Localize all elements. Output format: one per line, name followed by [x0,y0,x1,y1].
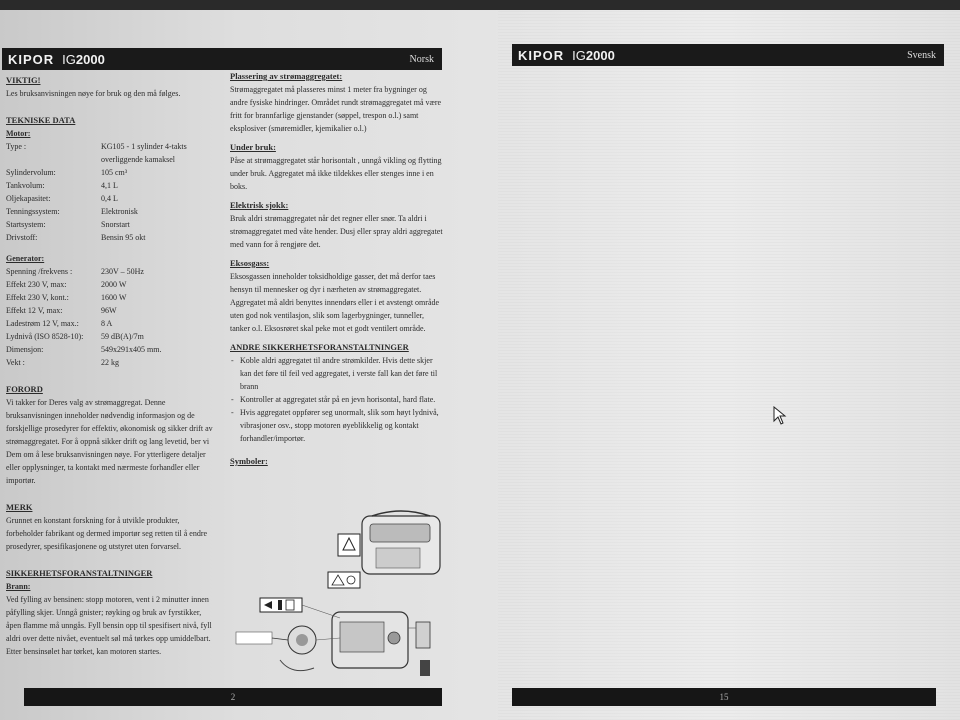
spec-row [6,304,216,317]
spec-value: 105 cm³ [101,168,128,177]
mouse-cursor-icon [773,406,787,426]
spec-key: Startsystem: [6,220,46,229]
spec-row [6,265,216,278]
left-page [0,10,470,720]
motor-heading: Motor: [6,129,31,138]
spec-key: Tankvolum: [6,181,45,190]
spec-key: Effekt 230 V, kont.: [6,293,69,302]
spec-row [6,179,216,192]
spec-row [6,218,216,231]
warning-symbols [328,534,360,588]
right-column [230,70,445,468]
andre-heading: ANDRE SIKKERHETSFORANSTALTNINGER [230,342,409,352]
spec-key: Sylindervolum: [6,168,56,177]
plassering-heading: Plassering av strømaggregatet: [230,71,343,81]
generator-illustration-top [362,511,440,574]
spec-value: 1600 W [101,293,127,302]
spec-value: 2000 W [101,280,127,289]
sikkerhet-heading: SIKKERHETSFORANSTALTNINGER [6,568,153,578]
language-label: Norsk [409,53,434,65]
spec-key: Dimensjon: [6,345,44,354]
right-footer-bar [512,688,936,706]
under-bruk-heading: Under bruk: [230,142,276,152]
brann-heading: Brann: [6,582,31,591]
spec-key: Vekt : [6,358,25,367]
spec-value: 549x291x405 mm. [101,345,162,354]
spec-value: Snorstart [101,220,130,229]
brann-text: Ved fylling av bensinen: stopp motoren, vent i 2 minutter innen påfylling skjer. Unngå gnister; røyking og bruk av fyrstikker, åpen flamme må unngås. Fyll bensin opp til spesifisert nivå, fyll aldri over dette nivået, eventuelt søl må tørkes opp umiddelbart. Etter bensinsølet har tørket, kan motoren startes. [6,595,212,656]
left-header-bar [2,48,442,70]
spec-key: Type : [6,142,27,151]
brand-logo: KIPOR [8,51,55,67]
spec-key: Tenningssystem: [6,207,60,216]
spec-value: 22 kg [101,358,119,367]
page-number: 15 [719,692,729,702]
under-bruk-text: Påse at strømaggregatet står horisontalt , unngå vikling og flytting under bruk. Aggregatet må ikke tildekkes eller stenges inne i en boks. [230,156,442,191]
page-number: 2 [230,692,236,702]
spec-row [6,140,216,166]
photo-screen [0,10,960,720]
spec-value: 8 A [101,319,113,328]
generator-illustration-bottom [332,612,430,676]
spec-value: KG105 - 1 sylinder 4-takts overliggende kamaksel [101,142,187,164]
merk-text: Grunnet en konstant forskning for å utvikle produkter, forbeholder fabrikant og dermed importør seg retten til å endre prosedyrer, spesifikasjonene og utstyret uten forvarsel. [6,516,208,551]
viktig-text: Les bruksanvisningen nøye for bruk og den må følges. [6,89,181,98]
generator-heading: Generator: [6,254,45,263]
right-page [498,10,960,720]
spec-row [6,343,216,356]
motor-spec-list [6,140,216,244]
plassering-text: Strømaggregatet må plasseres minst 1 meter fra bygninger og andre fysiske hindringer. Området rundt strømaggregatet må være fritt for brannfarlige gjenstander (søppel, trespon o.l.) samt eksplosiver (smøremidler, kjemikalier o.l.) [230,85,442,133]
brand-logo: KIPOR [518,47,565,63]
spec-key: Oljekapasitet: [6,194,51,203]
spec-key: Spenning /frekvens : [6,267,73,276]
spec-row [6,231,216,244]
spec-row [6,317,216,330]
spec-value: 230V – 50Hz [101,267,144,276]
spec-key: Lydnivå (ISO 8528-10): [6,332,84,341]
andre-item: - Hvis aggregatet oppfører seg unormalt, slik som høyt lydnivå, vibrasjoner osv., stopp motoren øyeblikkelig og kontakt forhandler/importør. [240,406,445,445]
viktig-heading: VIKTIG! [6,75,41,85]
spec-value: Elektronisk [101,207,138,216]
andre-list [230,354,445,445]
spec-key: Ladestrøm 12 V, max.: [6,319,79,328]
spec-row [6,356,216,369]
spec-key: Drivstoff: [6,233,38,242]
symboler-heading: Symboler: [230,456,268,466]
model-name: IG2000 [572,47,615,63]
merk-heading: MERK [6,502,33,512]
andre-item: - Kontroller at aggregatet står på en jevn horisontal, hard flate. [240,393,445,406]
choke-lever-symbol [260,598,302,612]
generator-spec-list [6,265,216,369]
eksosgass-heading: Eksosgass: [230,258,270,268]
language-label: Svensk [907,49,936,61]
spec-value: 0,4 L [101,194,118,203]
spec-row [6,205,216,218]
spec-value: 96W [101,306,117,315]
spec-key: Effekt 12 V, max: [6,306,63,315]
spec-row [6,166,216,179]
spec-key: Effekt 230 V, max: [6,280,67,289]
right-header-bar [512,44,944,66]
spec-value: 59 dB(A)/7m [101,332,144,341]
spec-value: Bensin 95 okt [101,233,146,242]
eksosgass-text: Eksosgassen inneholder toksidholdige gasser, det må derfor taes hensyn til mennesker og dyr i nærheten av strømaggregatet. Aggregatet må aldri benyttes innendørs eller i et avstengt område uten god nok ventilasjon, slik som lagerbygninger, tunneller, tanker o.l. Eksosrøret skal peke mot et godt ventilert område. [230,272,440,333]
andre-item: - Koble aldri aggregatet til andre strømkilder. Hvis dette skjer kan det føre til feil ved aggregatet, i verste fall kan det føre til brann [240,354,445,393]
forord-heading: FORORD [6,384,43,394]
elektrisk-text: Bruk aldri strømaggregatet når det regner eller snør. Ta aldri i strømaggregatet med våte hender. Dusj eller spray aldri aggregatet med vann for å rengjøre det. [230,214,443,249]
spec-row [6,192,216,205]
model-name: IG2000 [62,51,105,67]
spec-value: 4,1 L [101,181,118,190]
spec-row [6,330,216,343]
elektrisk-heading: Elektrisk sjokk: [230,200,289,210]
spec-row [6,291,216,304]
forord-text: Vi takker for Deres valg av strømaggregat. Denne bruksanvisningen inneholder nødvendig informasjon og de forskjellige prosedyrer for effektiv, økonomisk og sikker drift av strømaggregatet. For å oppnå sikker drift og lang levetid, ber vi Dem om å lese bruksanvisningen nøye. For ytterligere detaljer eller opplysninger, ta kontakt med nærmeste forhandler eller importør. [6,398,213,485]
generator-diagram [232,510,442,682]
fuel-cap-detail [236,626,316,671]
left-footer-bar [24,688,442,706]
left-column [6,74,216,658]
tekniske-data-heading: TEKNISKE DATA [6,115,76,125]
spec-row [6,278,216,291]
